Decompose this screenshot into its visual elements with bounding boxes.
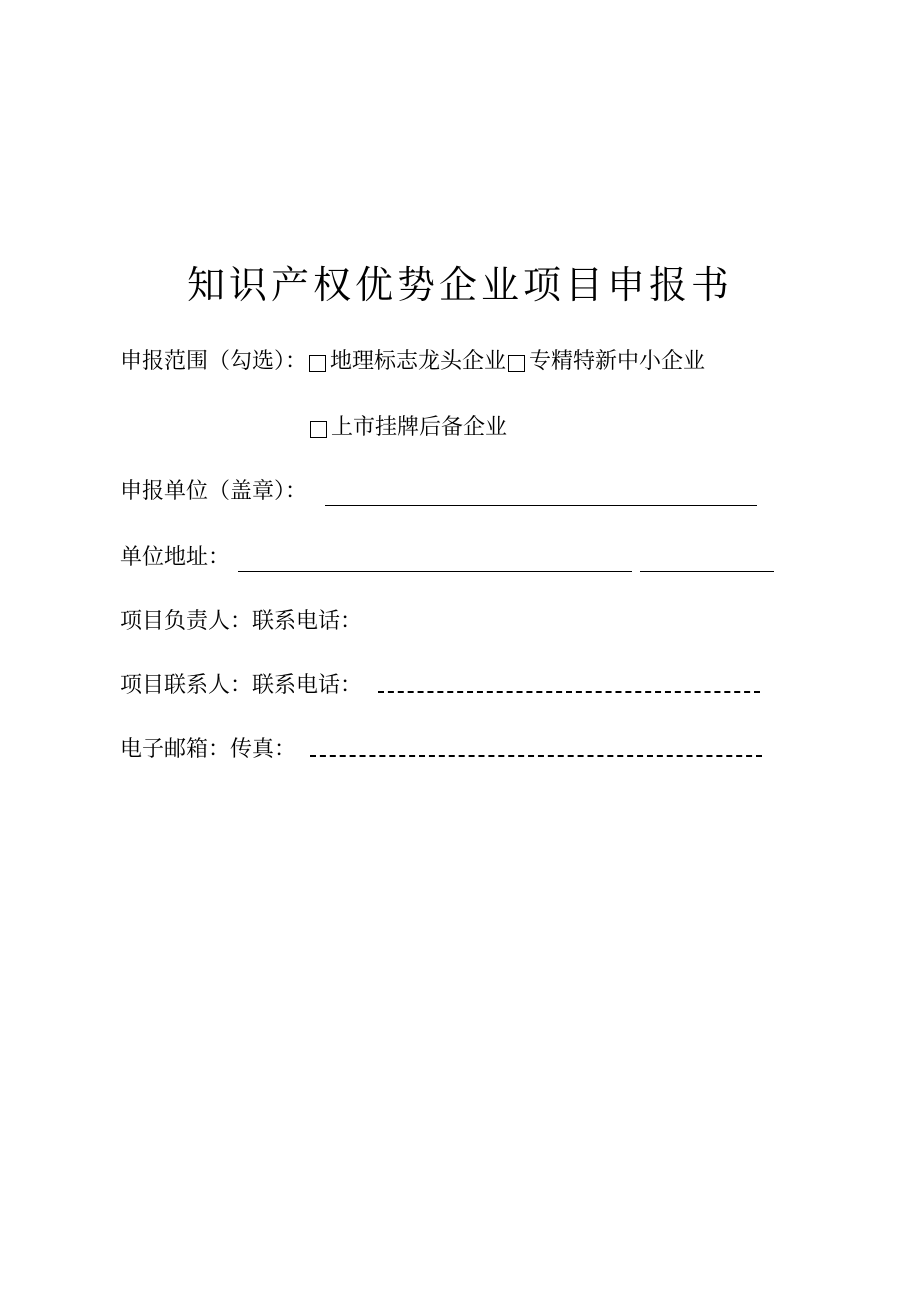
checkbox-geo-indication[interactable] xyxy=(309,355,326,372)
unit-label: 申报单位（盖章）： xyxy=(120,479,308,504)
document-title: 知识产权优势企业项目申报书 xyxy=(186,263,733,307)
option-specialized-sme: 专精特新中小企业 xyxy=(529,349,706,374)
leader-label: 项目负责人：联系电话： xyxy=(120,609,363,634)
contact-row xyxy=(120,670,760,702)
unit-row xyxy=(120,476,757,508)
option-listing-reserve: 上市挂牌后备企业 xyxy=(331,415,508,440)
scope-row xyxy=(120,346,705,378)
option-geo-indication: 地理标志龙头企业 xyxy=(330,349,507,374)
unit-blank[interactable] xyxy=(325,483,757,506)
checkbox-listing-reserve[interactable] xyxy=(310,421,327,438)
email-label: 电子邮箱：传真： xyxy=(120,737,297,762)
address-blank-2[interactable] xyxy=(640,549,774,572)
contact-label: 项目联系人：联系电话： xyxy=(120,673,363,698)
address-label: 单位地址： xyxy=(120,545,231,570)
scope-row-2 xyxy=(308,412,507,444)
leader-row xyxy=(120,606,362,638)
checkbox-specialized-sme[interactable] xyxy=(508,355,525,372)
email-blank[interactable] xyxy=(310,739,762,757)
address-row xyxy=(120,542,774,574)
scope-label: 申报范围（勾选）： xyxy=(120,349,308,374)
email-row xyxy=(120,734,762,766)
address-blank[interactable] xyxy=(238,549,632,572)
contact-blank[interactable] xyxy=(378,675,760,693)
